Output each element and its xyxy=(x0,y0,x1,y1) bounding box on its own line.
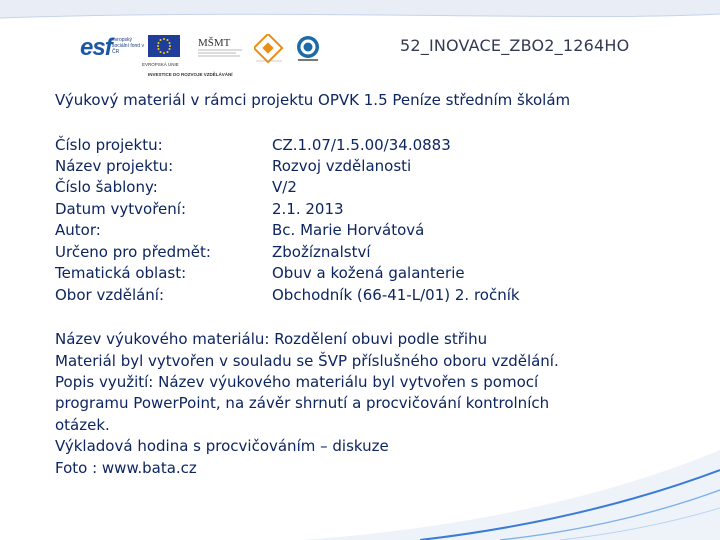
field-row xyxy=(55,221,715,239)
eu-flag-icon xyxy=(148,35,180,57)
paragraph-line: Materiál byl vytvořen v souladu se ŠVP příslušného oboru vzdělání. xyxy=(55,352,559,370)
esf-logo xyxy=(78,32,142,66)
field-label: Určeno pro předmět: xyxy=(55,243,211,261)
field-row xyxy=(55,157,715,175)
field-row xyxy=(55,178,715,196)
op-vk-logo-icon xyxy=(254,34,284,64)
msmt-logo xyxy=(196,32,246,62)
field-row xyxy=(55,136,715,154)
intro-heading: Výukový materiál v rámci projektu OPVK 1.5 Peníze středním školám xyxy=(55,91,571,109)
field-label: Číslo šablony: xyxy=(55,178,158,196)
partner-logo-strip xyxy=(78,32,328,82)
slide-code: 52_INOVACE_ZBO2_1264HO xyxy=(400,36,630,55)
field-value: Rozvoj vzdělanosti xyxy=(272,157,412,175)
field-value: Obchodník (66-41-L/01) 2. ročník xyxy=(272,286,520,304)
field-value: Zbožíznalství xyxy=(272,243,371,261)
eu-logo-caption: EVROPSKÁ UNIE xyxy=(142,62,179,67)
field-value: CZ.1.07/1.5.00/34.0883 xyxy=(272,136,451,154)
paragraph-line: Výkladová hodina s procvičováním – diskuze xyxy=(55,437,389,455)
field-label: Obor vzdělání: xyxy=(55,286,165,304)
field-label: Autor: xyxy=(55,221,101,239)
field-label: Číslo projektu: xyxy=(55,136,163,154)
msmt-logo-letters: MŠMT xyxy=(198,37,231,49)
invest-caption: INVESTICE DO ROZVOJE VZDĚLÁVÁNÍ xyxy=(148,72,233,77)
esf-logo-letters: esf xyxy=(80,34,112,61)
field-row xyxy=(55,243,715,261)
footer-wave-decoration xyxy=(0,430,720,540)
field-row xyxy=(55,200,715,218)
field-value: 2.1. 2013 xyxy=(272,200,344,218)
paragraph-line: programu PowerPoint, na závěr shrnutí a procvičování kontrolních xyxy=(55,394,550,412)
field-value: Bc. Marie Horvátová xyxy=(272,221,425,239)
field-row xyxy=(55,286,715,304)
paragraph-line: otázek. xyxy=(55,416,110,434)
field-row xyxy=(55,264,715,282)
school-emblem-icon xyxy=(294,34,322,62)
field-label: Název projektu: xyxy=(55,157,174,175)
field-label: Tematická oblast: xyxy=(55,264,187,282)
field-label: Datum vytvoření: xyxy=(55,200,186,218)
field-value: Obuv a kožená galanterie xyxy=(272,264,465,282)
field-value: V/2 xyxy=(272,178,297,196)
paragraph-line: Popis využití: Název výukového materiálu byl vytvořen s pomocí xyxy=(55,373,539,391)
photo-credit: Foto : www.bata.cz xyxy=(55,459,197,477)
material-name: Název výukového materiálu: Rozdělení obuvi podle střihu xyxy=(55,330,488,348)
esf-logo-caption: evropský sociální fond v ČR xyxy=(112,37,144,55)
